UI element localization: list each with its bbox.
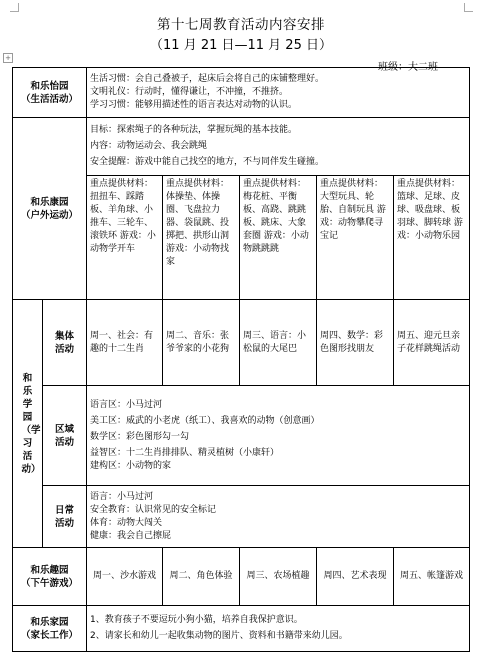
home-line: 2、请家长和幼儿一起收集动物的图片、资料和书籍带来幼儿园。 [90,631,348,641]
collective-row [13,300,470,386]
page-corner-mark [464,3,473,12]
fun-game-cell: 周四、艺术表现 [317,548,394,606]
life-content [87,68,470,118]
daily-line: 语言：小马过河 [90,491,154,502]
daily-content [87,486,470,548]
home-line: 1、教育孩子不要逗玩小狗小猫，培养自我保护意识。 [90,615,303,625]
fun-row [13,548,470,606]
class-label: 班级：大二班 [378,62,438,73]
fun-game-cell: 周二、角色体验 [163,548,240,606]
page-corner-mark [10,3,19,12]
schedule-table [12,67,470,652]
daily-line: 安全教育：认识常见的安全标记 [90,504,217,515]
home-content [87,606,470,652]
outdoor-top-row [13,118,470,176]
daily-label: 日常活动 [43,486,87,548]
outdoor-material-cell: 重点提供材料：扭扭车、踩踏板、羊角球、小推车、三轮车、滚铁环 游戏：小动物学开车 [87,176,163,300]
area-line: 语言区：小马过河 [90,399,163,410]
outdoor-material-cell: 重点提供材料：篮球、足球、皮球、吸盘球、板羽球、脚转球 游戏：小动物乐园 [394,176,470,300]
area-line: 益智区：十二生肖排排队、精灵植树（小康轩） [90,447,280,458]
fun-game-cell: 周五、帐篷游戏 [394,548,470,606]
life-header: 和乐怡园 （生活活动） [13,68,87,118]
daily-line: 体育：动物大闯关 [90,517,163,528]
area-line: 美工区：威武的小老虎（纸工）、我喜欢的动物（创意画） [90,415,320,426]
life-line: 生活习惯：会自己叠被子，起床后会将自己的床铺整理好。 [90,74,325,84]
table-move-handle-icon[interactable]: + [3,53,13,63]
area-label: 区域活动 [43,386,87,486]
collective-cell: 周一、社会：有趣的十二生肖 [87,300,163,386]
collective-cell: 周二、音乐：张爷爷家的小花狗 [163,300,240,386]
area-line: 数学区：彩色图形勾一勾 [90,431,190,442]
fun-game-cell: 周一、沙水游戏 [87,548,163,606]
outdoor-goal: 目标：探索绳子的各种玩法，掌握玩绳的基本技能。 [90,125,298,135]
home-row [13,606,470,652]
outdoor-material-cell: 重点提供材料：体操垫、体操圈、飞盘拉力器、袋鼠跳、投掷把、拱形山洞 游戏：小动物找家 [163,176,240,300]
page-subtitle: （11 月 21 日—11 月 25 日） [150,38,332,53]
collective-cell: 周四、数学：彩色图形找朋友 [317,300,394,386]
area-content [87,386,470,486]
home-header: 和乐家园 （家长工作） [13,606,87,652]
outdoor-material-cell: 重点提供材料：梅花桩、平衡板、高跷、跳跳板、跳床、大象套圈 游戏：小动物跳跳跳 [240,176,317,300]
outdoor-header: 和乐康园 （户外运动） [13,118,87,300]
learning-header: 和乐学园（学习活动） [13,300,43,548]
fun-game-cell: 周三、农场植趣 [240,548,317,606]
daily-line: 健康：我会自己擦屁 [90,530,172,541]
collective-label: 集体活动 [43,300,87,386]
life-line: 学习习惯：能够用描述性的语言表达对动物的认识。 [90,100,298,110]
outdoor-material-cell: 重点提供材料：大型玩具、轮胎、自制玩具 游戏：动物攀爬寻宝记 [317,176,394,300]
collective-cell: 周三、语言：小松鼠的大尾巴 [240,300,317,386]
daily-row [13,486,470,548]
outdoor-goal-content [87,118,470,176]
collective-cell: 周五、迎元旦亲子花样跳绳活动 [394,300,470,386]
life-line: 文明礼仪：行动时，懂得谦让，不冲撞，不推挤。 [90,87,289,97]
page-title: 第十七周教育活动内容安排 [157,17,325,33]
area-row [13,386,470,486]
fun-header: 和乐趣园 （下午游戏） [13,548,87,606]
outdoor-content: 内容：动物运动会、我会跳绳 [90,141,208,151]
life-row [13,68,470,118]
area-line: 建构区：小动物的家 [90,460,172,471]
outdoor-safety: 安全提醒：游戏中能自己找空的地方，不与同伴发生碰撞。 [90,157,325,167]
